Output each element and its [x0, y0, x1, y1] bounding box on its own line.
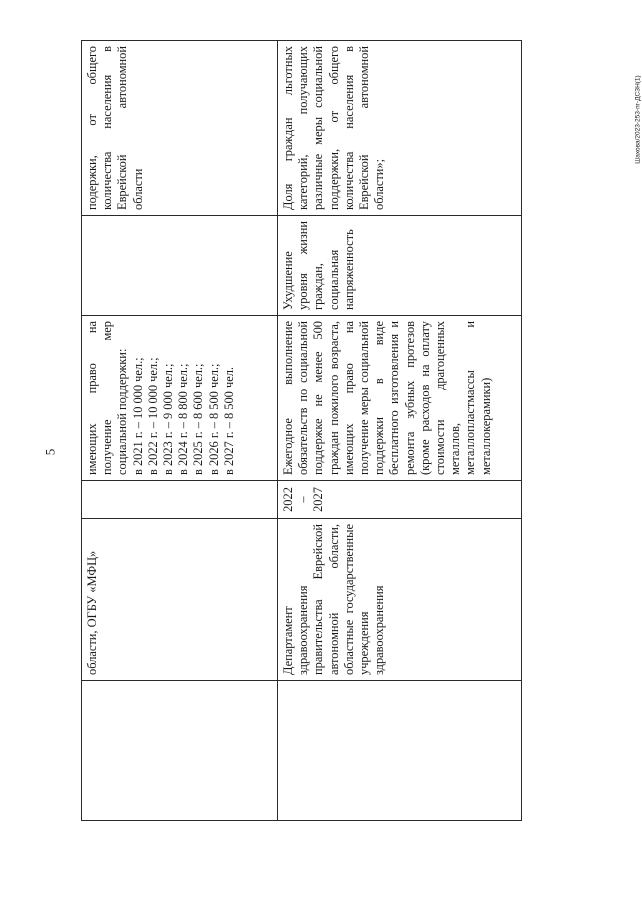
row1-measures-line: социальной поддержки: [115, 348, 130, 475]
row1-measures-line: в 2026 г. – 8 500 чел.; [206, 363, 221, 475]
row1-measures-cell [82, 316, 278, 481]
row2-indicator-cell: Доля граждан льготных категорий, получающих различные меры социальной поддержки, от общего количества населения в Еврейской автономной области»; [278, 41, 522, 216]
row2-col1-cell [278, 681, 522, 821]
row1-measures-line: в 2021 г. – 10 000 чел.; [130, 357, 145, 475]
table-container [81, 41, 521, 821]
row1-measures-line: в 2023 г. – 9 000 чел.; [161, 363, 176, 475]
table-row [82, 41, 278, 821]
row1-consequences-cell [82, 216, 278, 316]
row2-period-cell: 2022 – 2027 [278, 481, 522, 519]
row1-measures-line: в 2025 г. – 8 600 чел.; [191, 363, 206, 475]
program-table [81, 40, 522, 821]
row1-measures-line: имеющих право на [85, 321, 99, 475]
rotated-table-wrapper [81, 41, 521, 821]
document-id: Шахова/2023-253-пг-ДСЗН(1) [634, 75, 642, 164]
row1-indicator-cell: подержки, от общего количества населения в Еврейской автономной области [82, 41, 278, 216]
row1-measures-line: в 2027 г. – 8 500 чел. [221, 367, 236, 475]
row1-period-cell [82, 481, 278, 519]
table-row [278, 41, 522, 821]
row1-measures-line: получение мер [100, 321, 115, 475]
row1-responsible-cell: области, ОГБУ «МФЦ» [82, 519, 278, 681]
row2-responsible-cell: Департамент здравоохранения правительства Еврейской автономной области, областные государственные учреждения здравоохранения [278, 519, 522, 681]
page-number: 5 [42, 448, 58, 456]
row1-measures-line: в 2022 г. – 10 000 чел.; [145, 357, 160, 475]
row2-consequences-cell: Ухудшение уровня жизни граждан, социальная напряженность [278, 216, 522, 316]
row2-measures-cell: Ежегодное выполнение обязательств по социальной поддержке не менее 500 граждан пожилого возраста, имеющих право на получение меры социальной поддержки в виде бесплатного изготовления и ремонта зубных протезов (кроме расходов на оплату стоимости драгоценных металлов, металлопластмассы и металлокерамики) [278, 316, 522, 481]
row1-col1-cell [82, 681, 278, 821]
row1-measures-line: в 2024 г. – 8 800 чел.; [176, 363, 191, 475]
